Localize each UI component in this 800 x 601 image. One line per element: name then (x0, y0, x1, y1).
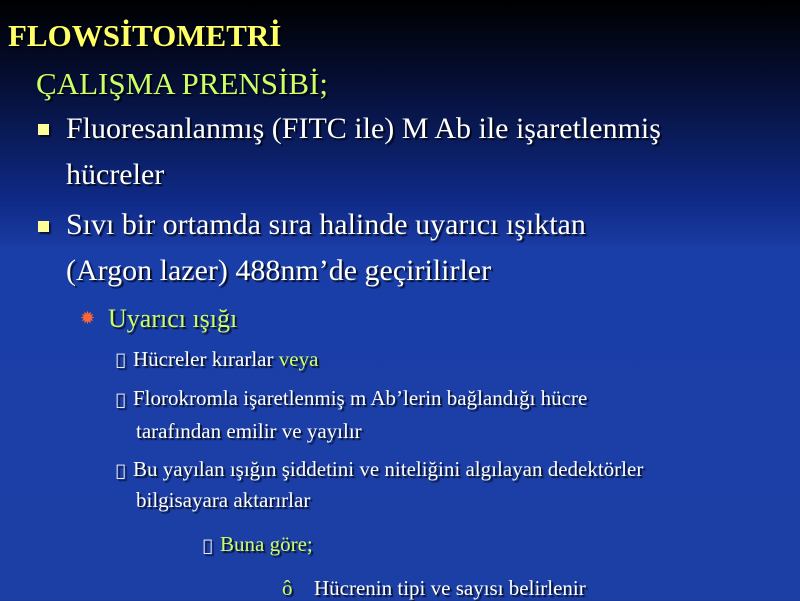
square-bullet-icon (38, 221, 49, 232)
bullet-1-line-1: Fluoresanlanmış (FITC ile) M Ab ile işaretlenmiş (66, 112, 661, 145)
sub-sub-1 (133, 347, 318, 372)
square-bullet-icon (38, 124, 49, 135)
circle-hat-bullet-icon: ô (282, 576, 293, 600)
box-bullet-icon (203, 536, 213, 555)
box-bullet-icon (116, 350, 126, 369)
sub-sub-2-line-1: Florokromla işaretlenmiş m Ab’lerin bağlandığı hücre (133, 386, 588, 410)
sub-sub-1-text: Hücreler kırarlar (133, 347, 279, 371)
buna-gore-text: Buna göre; (220, 532, 313, 556)
sub-bullet-text: Uyarıcı ışığı (108, 304, 238, 333)
slide-title: FLOWSİTOMETRİ (8, 18, 282, 53)
bullet-1-line-2: hücreler (66, 158, 165, 191)
slide-subtitle: ÇALIŞMA PRENSİBİ; (36, 66, 328, 101)
bullet-2-line-1: Sıvı bir ortamda sıra halinde uyarıcı ışıktan (66, 208, 586, 241)
sub-sub-3-line-1: Bu yayılan ışığın şiddetini ve niteliğini algılayan dedektörler (133, 457, 644, 481)
sun-bullet-icon: ✹ (80, 308, 96, 328)
box-bullet-icon (116, 461, 126, 480)
box-bullet-icon (116, 390, 126, 409)
sub-sub-1-highlight: veya (278, 347, 319, 371)
bullet-2-line-2: (Argon lazer) 488nm’de geçirilirler (66, 254, 492, 287)
sub-sub-2-line-2: tarafından emilir ve yayılır (136, 419, 362, 443)
sub-sub-3-line-2: bilgisayara aktarırlar (136, 488, 311, 512)
last-line-text: Hücrenin tipi ve sayısı belirlenir (314, 576, 586, 600)
